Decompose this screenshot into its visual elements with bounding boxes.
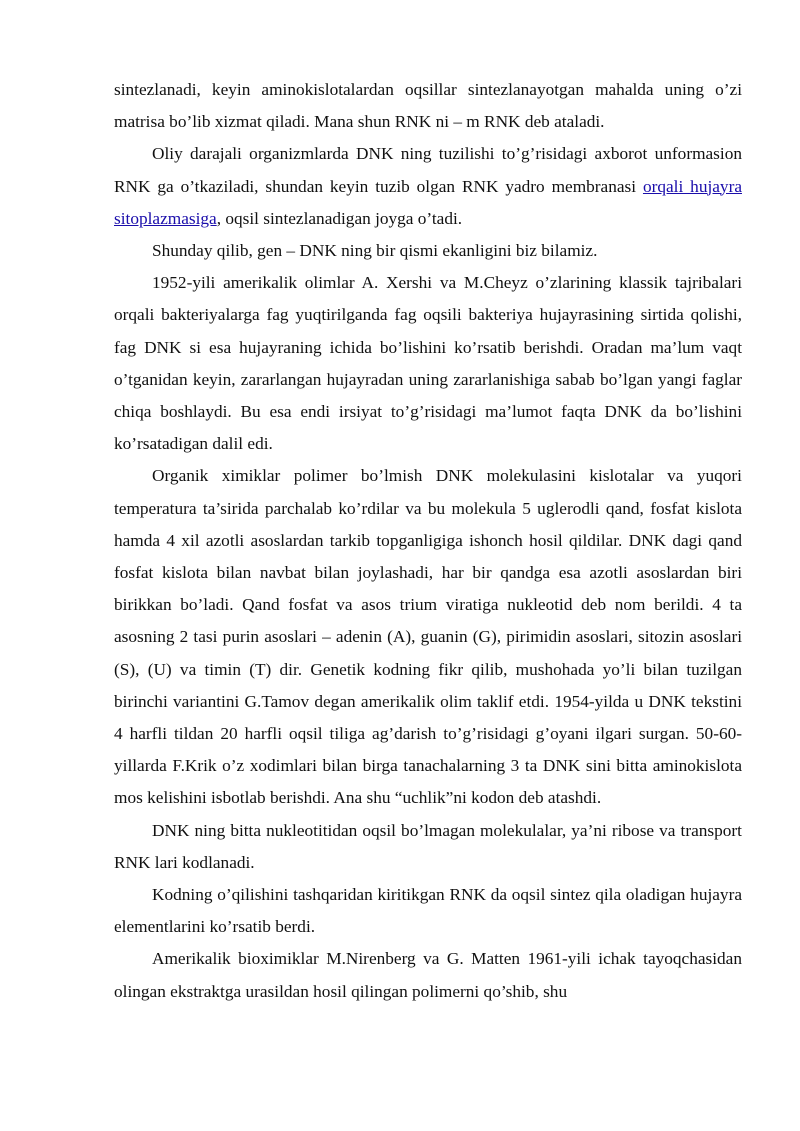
paragraph-2-text-start: Oliy darajali organizmlarda DNK ning tuzilishi to’g’risidagi axborot unformasion RNK ga o’tkaziladi, shundan keyin tuzib olgan RNK yadro membranasi bbox=[114, 144, 742, 196]
paragraph-4: 1952-yili amerikalik olimlar A. Xershi va M.Cheyz o’zlarining klassik tajribalari orqali bakteriyalarga fag yuqtirilganda fag oqsili bakteriya hujayrasining sirtida qolishi, fag DNK si esa hujayraning ichida bo’lishini ko’rsatib berishdi. Oradan ma’lum vaqt o’tganidan keyin, zararlangan hujayradan uning zararlanishiga sabab bo’lgan yangi faglar chiqa boshlaydi. Bu esa endi irsiyat to’g’risidagi ma’lumot faqta DNK da bo’lishini ko’rsatadigan dalil edi. bbox=[114, 273, 742, 454]
paragraph-2-text-end: , oqsil sintezlanadigan joyga o’tadi. bbox=[216, 208, 463, 228]
paragraph-8: Amerikalik bioximiklar M.Nirenberg va G. Matten 1961-yili ichak tayoqchasidan olingan ekstraktga urasildan hosil qilingan polimerni qo’shib, shu bbox=[114, 949, 742, 1001]
paragraph-1: sintezlanadi, keyin aminokislotalardan oqsillar sintezlanayotgan mahalda uning o’zi matrisa bo’lib xizmat qiladi. Mana shun RNK ni – m RNK deb ataladi. bbox=[114, 80, 742, 132]
paragraph-3: Shunday qilib, gen – DNK ning bir qismi ekanligini biz bilamiz. bbox=[152, 241, 598, 261]
paragraph-7: Kodning o’qilishini tashqaridan kiritikgan RNK da oqsil sintez qila oladigan hujayra elementlarini ko’rsatib berdi. bbox=[114, 885, 742, 937]
cytoplasm-link[interactable]: orqali hujayra sitoplazmasiga bbox=[114, 176, 742, 228]
paragraph-5: Organik ximiklar polimer bo’lmish DNK molekulasini kislotalar va yuqori temperatura ta’sirida parchalab ko’rdilar va bu molekula 5 uglerodli qand, fosfat kislota hamda 4 xil azotli asoslardan tarkib topganligiga ishonch hosil qildilar. DNK dagi qand fosfat kislota bilan navbat bilan joylashadi, har bir qandga esa azotli asoslardan biri birikkan bo’ladi. Qand fosfat va asos trium viratiga nukleotid deb nom berildi. 4 ta asosning 2 tasi purin asoslari – adenin (A), guanin (G), pirimidin asoslari, sitozin asoslari (S), (U) va timin (T) dir. Genetik kodning fikr qilib, mushohada yo’li bilan tuzilgan birinchi variantini G.Tamov degan amerikalik olim taklif etdi. 1954-yilda u DNK tekstini 4 harfli tildan 20 harfli oqsil tiliga ag’darish to’g’risidagi g’oyani ilgari surgan. 50-60-yillarda F.Krik o’z xodimlari bilan birga tanachalarning 3 ta DNK sini bitta aminokislota mos kelishini isbotlab berishdi. Ana shu “uchlik”ni kodon deb atashdi. bbox=[114, 466, 742, 808]
paragraph-2 bbox=[114, 138, 742, 235]
paragraph-6: DNK ning bitta nukleotitidan oqsil bo’lmagan molekulalar, ya’ni ribose va transport RNK lari kodlanadi. bbox=[114, 820, 742, 872]
document-body bbox=[114, 74, 742, 1008]
